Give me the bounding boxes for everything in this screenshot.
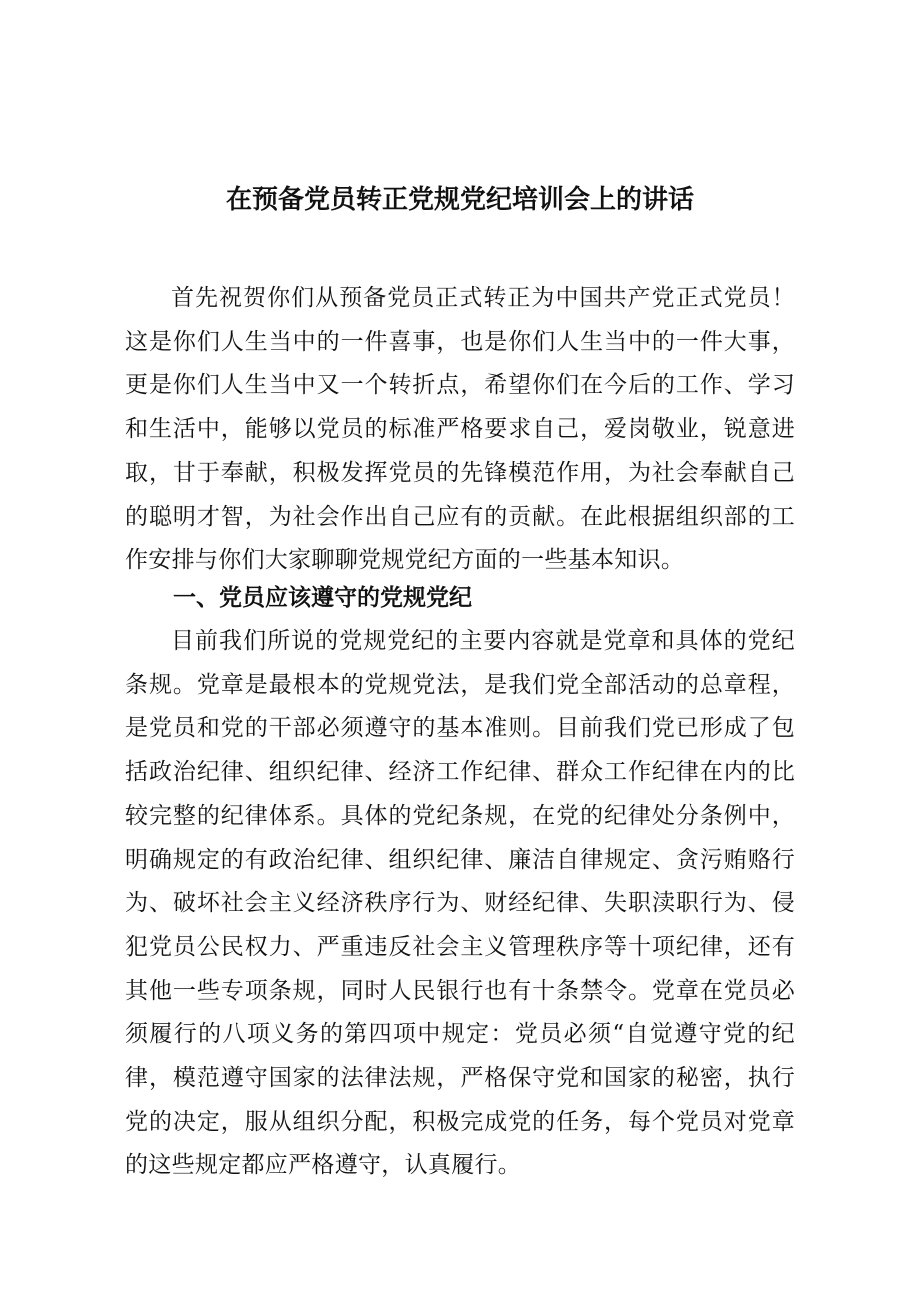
paragraph-section-1: 目前我们所说的党规党纪的主要内容就是党章和具体的党纪条规。党章是最根本的党规党法，是我们党全部活动的总章程，是党员和党的干部必须遵守的基本准则。目前我们党已形成了包括政治纪律、组织纪律、经济工作纪律、群众工作纪律在内的比较完整的纪律体系。具体的党纪条规，在党的纪律处分条例中，明确规定的有政治纪律、组织纪律、廉洁自律规定、贪污贿赂行为、破坏社会主义经济秩序行为、财经纪律、失职渎职行为、侵犯党员公民权力、严重违反社会主义管理秩序等十项纪律，还有其他一些专项条规，同时人民银行也有十条禁令。党章在党员必须履行的八项义务的第四项中规定：党员必须“自觉遵守党的纪律，模范遵守国家的法律法规，严格保守党和国家的秘密，执行党的决定，服从组织分配，积极完成党的任务，每个党员对党章的这些规定都应严格遵守，认真履行。	[125, 628, 795, 1179]
section-heading: 一、党员应该遵守的党规党纪	[173, 585, 472, 611]
paragraph-intro: 首先祝贺你们从预备党员正式转正为中国共产党正式党员！这是你们人生当中的一件喜事，也是你们人生当中的一件大事，更是你们人生当中又一个转折点，希望你们在今后的工作、学习和生活中，能够以党员的标准严格要求自己，爱岗敬业，锐意进取，甘于奉献，积极发挥党员的先锋模范作用，为社会奉献自己的聪明才智，为社会作出自己应有的贡献。在此根据组织部的工作安排与你们大家聊聊党规党纪方面的一些基本知识。	[125, 285, 795, 574]
document-title: 在预备党员转正党规党纪培训会上的讲话	[225, 185, 694, 215]
